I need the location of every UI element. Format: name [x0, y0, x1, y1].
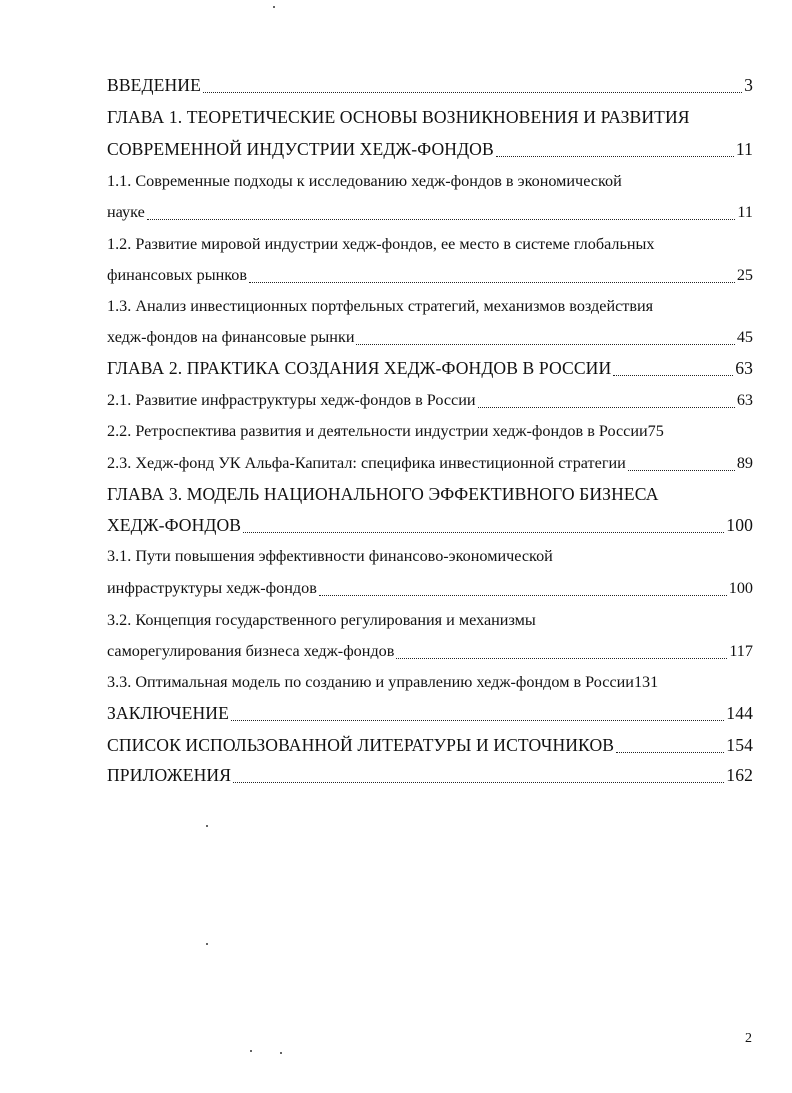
toc-entry	[107, 515, 753, 537]
toc-entry-page: 162	[726, 765, 753, 785]
toc-entry-page: 144	[726, 703, 753, 723]
toc-entry-title: 1.2. Развитие мировой индустрии хедж-фондов, ее место в системе глобальных	[107, 235, 655, 253]
toc-entry-page: 45	[736, 328, 753, 346]
scan-speck	[206, 943, 208, 945]
toc-entry-title: 2.1. Развитие инфраструктуры хедж-фондов в России	[107, 391, 476, 409]
dot-leader	[203, 92, 742, 93]
dot-leader	[396, 658, 727, 659]
toc-entry-page: 117	[729, 642, 753, 660]
toc-entry	[107, 765, 753, 787]
toc-entry	[107, 107, 753, 129]
toc-entry	[107, 358, 753, 380]
toc-entry-title: ХЕДЖ-ФОНДОВ	[107, 515, 242, 535]
dot-leader	[356, 344, 734, 345]
toc-entry-title: саморегулирования бизнеса хедж-фондов	[107, 642, 395, 660]
dot-leader	[233, 782, 724, 783]
toc-entry-title: инфраструктуры хедж-фондов	[107, 579, 317, 597]
toc-entry	[107, 735, 753, 757]
toc-entry-title: ЗАКЛЮЧЕНИЕ	[107, 703, 229, 723]
dot-leader	[231, 720, 724, 721]
toc-entry-title: 1.3. Анализ инвестиционных портфельных стратегий, механизмов воздействия	[107, 297, 654, 315]
toc-entry-title: 2.2. Ретроспектива развития и деятельности индустрии хедж-фондов в России75	[107, 422, 664, 440]
toc-entry-page: 63	[736, 391, 753, 409]
toc-entry-title: ГЛАВА 1. ТЕОРЕТИЧЕСКИЕ ОСНОВЫ ВОЗНИКНОВЕНИЯ И РАЗВИТИЯ	[107, 107, 690, 127]
toc-entry	[107, 578, 753, 600]
scan-speck	[206, 825, 208, 827]
toc-entry	[107, 234, 753, 256]
toc-entry-title: финансовых рынков	[107, 266, 248, 284]
dot-leader	[249, 282, 735, 283]
dot-leader	[496, 156, 734, 157]
toc-entry-title: ГЛАВА 3. МОДЕЛЬ НАЦИОНАЛЬНОГО ЭФФЕКТИВНОГО БИЗНЕСА	[107, 484, 659, 504]
scan-speck	[273, 6, 275, 8]
scan-speck	[280, 1052, 282, 1054]
toc-entry	[107, 672, 753, 694]
toc-entry-page: 63	[735, 358, 753, 378]
dot-leader	[319, 595, 727, 596]
toc-entry-title: 3.3. Оптимальная модель по созданию и управлению хедж-фондом в России131	[107, 673, 659, 691]
toc-entry	[107, 484, 753, 506]
toc-entry	[107, 296, 753, 318]
toc-entry-title: СОВРЕМЕННОЙ ИНДУСТРИИ ХЕДЖ-ФОНДОВ	[107, 139, 494, 159]
toc-entry-page: 11	[735, 139, 753, 159]
toc-entry	[107, 390, 753, 412]
toc-entry-page: 25	[736, 266, 753, 284]
toc-entry-page: 100	[728, 579, 753, 597]
toc-entry-title: ВВЕДЕНИЕ	[107, 75, 201, 95]
toc-entry-title: хедж-фондов на финансовые рынки	[107, 328, 355, 346]
toc-entry-page: 11	[737, 203, 753, 221]
toc-entry-title: 2.3. Хедж-фонд УК Альфа-Капитал: специфика инвестиционной стратегии	[107, 454, 626, 472]
toc-entry-title: 3.2. Концепция государственного регулирования и механизмы	[107, 611, 536, 629]
toc-entry	[107, 546, 753, 568]
toc-entry	[107, 641, 753, 663]
toc-entry	[107, 453, 753, 475]
toc-entry	[107, 202, 753, 224]
toc-entry	[107, 171, 753, 193]
toc-entry	[107, 75, 753, 97]
dot-leader	[147, 219, 736, 220]
dot-leader	[628, 470, 735, 471]
dot-leader	[243, 532, 724, 533]
toc-entry-page: 3	[744, 75, 753, 95]
toc-entry-title: ПРИЛОЖЕНИЯ	[107, 765, 232, 785]
toc-entry-page: 89	[736, 454, 753, 472]
toc-entry-title: науке	[107, 203, 145, 221]
dot-leader	[613, 375, 733, 376]
page-number: 2	[745, 1031, 752, 1046]
toc-entry	[107, 265, 753, 287]
dot-leader	[616, 752, 724, 753]
toc-entry-page: 154	[726, 735, 753, 755]
toc-entry	[107, 610, 753, 632]
toc-entry-title: ГЛАВА 2. ПРАКТИКА СОЗДАНИЯ ХЕДЖ-ФОНДОВ В РОССИИ	[107, 358, 612, 378]
toc-entry-title: 3.1. Пути повышения эффективности финансово-экономической	[107, 547, 553, 565]
toc-entry	[107, 327, 753, 349]
toc-entry-title: 1.1. Современные подходы к исследованию хедж-фондов в экономической	[107, 172, 622, 190]
toc-entry-title: СПИСОК ИСПОЛЬЗОВАННОЙ ЛИТЕРАТУРЫ И ИСТОЧНИКОВ	[107, 735, 615, 755]
toc-entry	[107, 139, 753, 161]
toc-entry	[107, 421, 753, 443]
dot-leader	[478, 407, 735, 408]
scan-speck	[250, 1050, 252, 1052]
toc-entry	[107, 703, 753, 725]
toc-entry-page: 100	[726, 515, 753, 535]
